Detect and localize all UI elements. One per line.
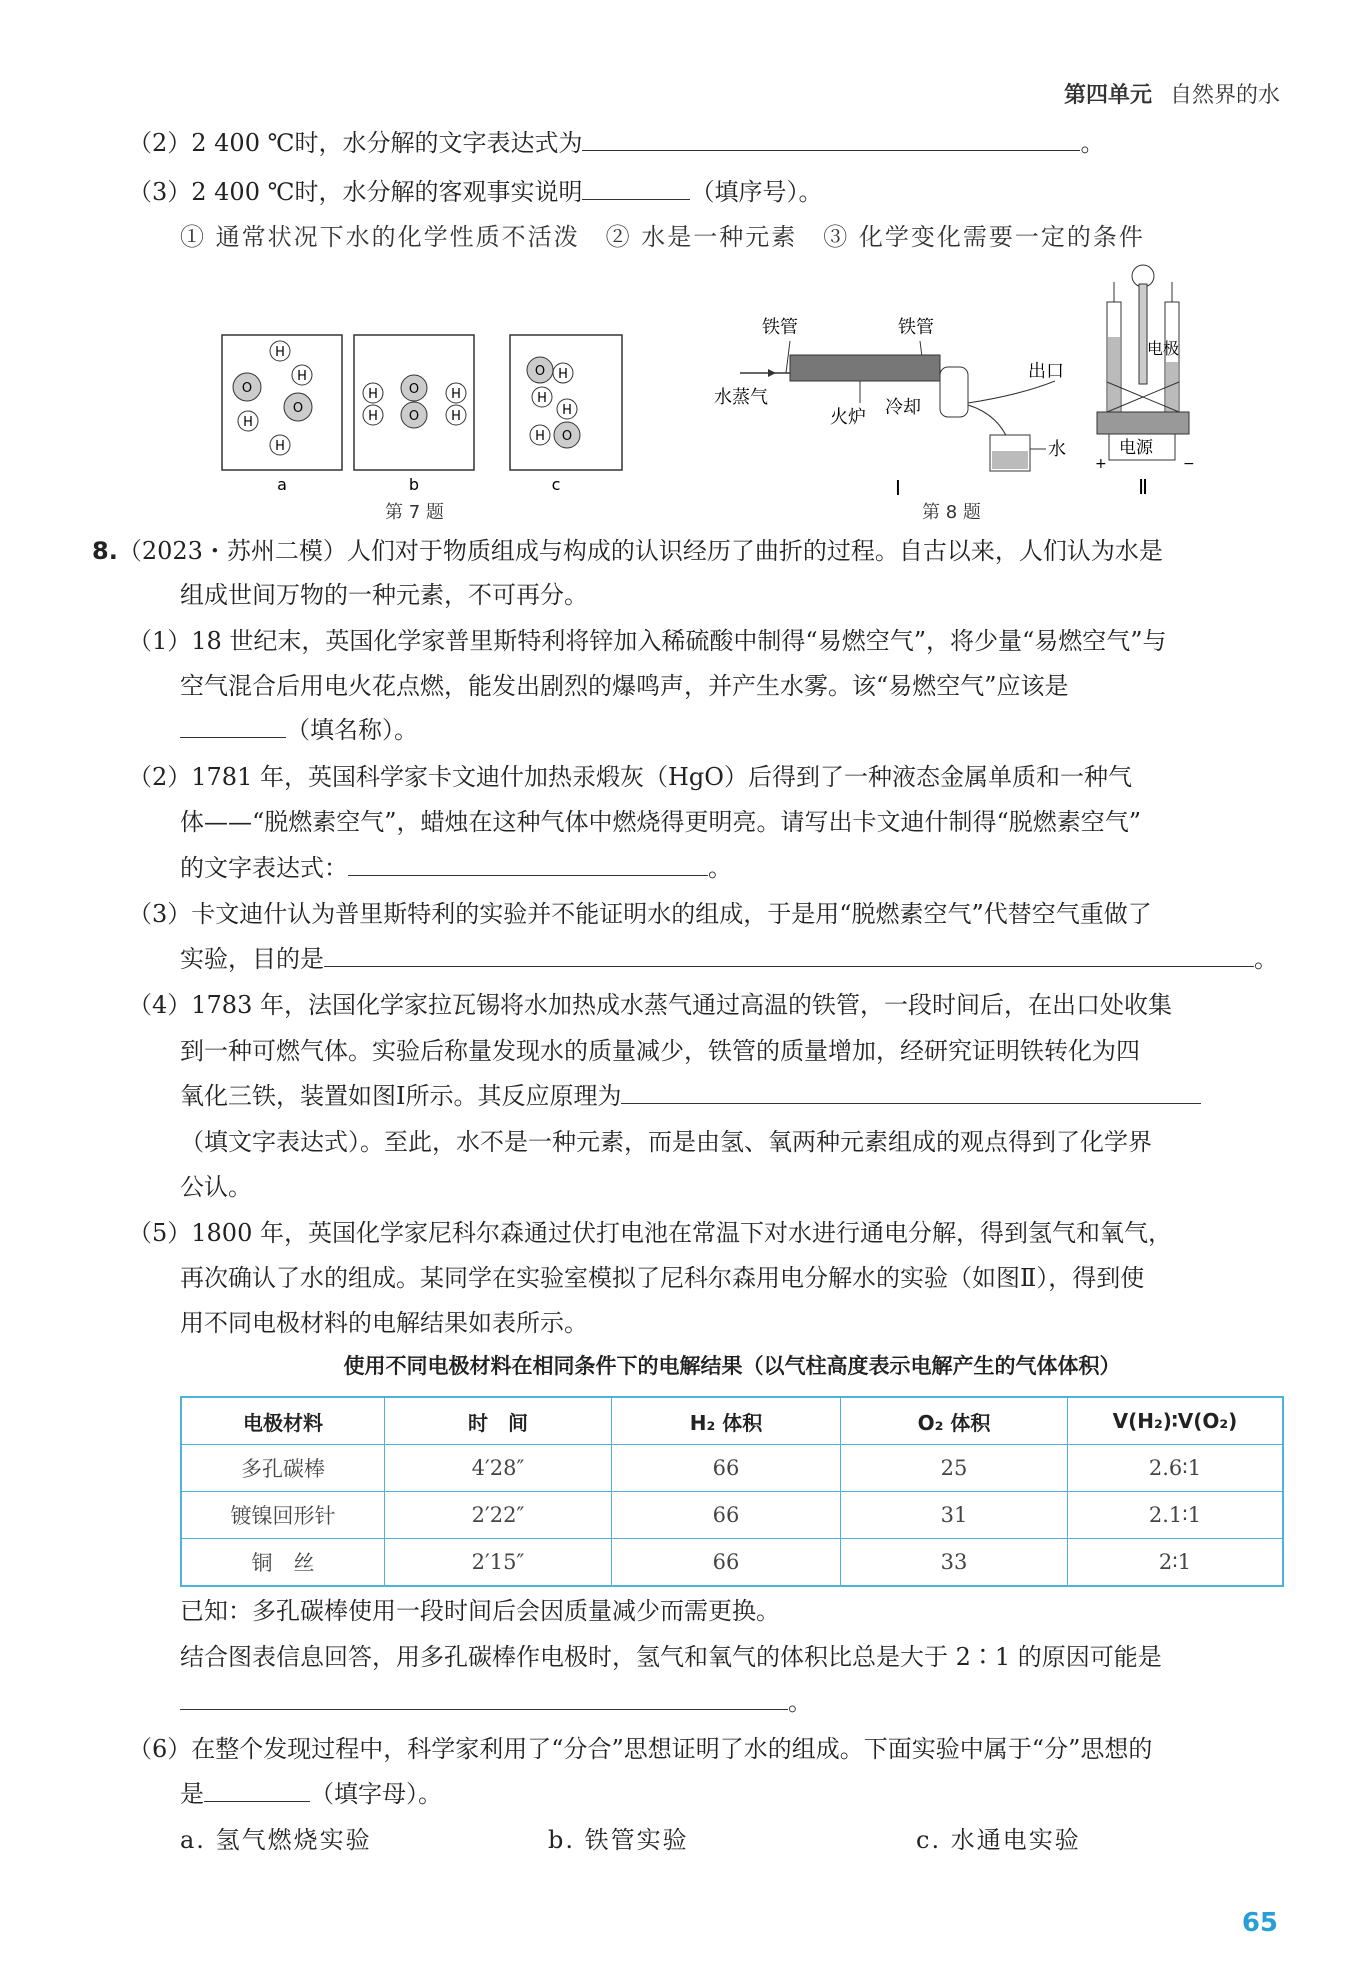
- table-cell: 2∶1: [1068, 1539, 1284, 1587]
- q8-p1-line2: 空气混合后用电火花点燃，能发出剧烈的爆鸣声，并产生水雾。该“易燃空气”应该是: [180, 672, 1069, 700]
- fig8-apparatus-II: [1085, 262, 1215, 507]
- svg-text:O: O: [408, 409, 420, 424]
- q8-p4-line4: （填文字表达式）。至此，水不是一种元素，而是由氢、氧两种元素组成的观点得到了化学界: [180, 1128, 1152, 1156]
- fig7-caption: 第 7 题: [385, 502, 444, 523]
- label-c: c: [551, 475, 561, 494]
- unit-label: 第四单元: [1063, 83, 1152, 108]
- svg-text:O: O: [241, 381, 253, 396]
- q8-p1-line3: （填名称）。: [180, 713, 418, 747]
- q7-options: ① 通常状况下水的化学性质不活泼 ② 水是一种元素 ③ 化学变化需要一定的条件: [180, 223, 1145, 251]
- page-header: [1064, 78, 1280, 109]
- furnace-label: 火炉: [830, 407, 866, 428]
- q8-p4-line3: 氧化三铁，装置如图Ⅰ所示。其反应原理为: [180, 1079, 1201, 1113]
- choice-b: b. 铁管实验: [548, 1826, 689, 1854]
- q8-p6-line1: （6）在整个发现过程中，科学家利用了“分合”思想证明了水的组成。下面实验中属于“分”思想的: [128, 1735, 1153, 1763]
- svg-text:H: H: [537, 391, 547, 406]
- iron-tube-label-1: 铁管: [762, 317, 798, 338]
- svg-text:O: O: [292, 401, 304, 416]
- svg-text:H: H: [368, 387, 378, 402]
- col-header: H₂ 体积: [612, 1397, 841, 1445]
- q8-p5-line2: 再次确认了水的组成。某同学在实验室模拟了尼科尔森用电分解水的实验（如图Ⅱ），得到使: [180, 1264, 1145, 1292]
- answer-blank[interactable]: [204, 1777, 310, 1802]
- fig-II-label: Ⅱ: [1138, 475, 1148, 499]
- table-row: [181, 1492, 1283, 1539]
- q8-p5-line1: （5）1800 年，英国化学家尼科尔森通过伏打电池在常温下对水进行通电分解，得到氢气和氧气，: [128, 1219, 1172, 1247]
- results-table: [180, 1396, 1284, 1587]
- svg-text:H: H: [243, 415, 253, 430]
- svg-text:H: H: [451, 387, 461, 402]
- svg-text:H: H: [558, 367, 568, 382]
- svg-text:H: H: [275, 345, 285, 360]
- answer-blank[interactable]: [582, 175, 690, 200]
- q8-p4-line1: （4）1783 年，法国化学家拉瓦锡将水加热成水蒸气通过高温的铁管，一段时间后，在出口处收集: [128, 991, 1172, 1019]
- cooling-label: 冷却: [885, 397, 921, 418]
- choice-c: c. 水通电实验: [916, 1826, 1081, 1854]
- q8-p6-line2: 是 （填字母）。: [180, 1777, 442, 1811]
- table-row: [181, 1539, 1283, 1587]
- svg-text:O: O: [408, 382, 420, 397]
- svg-text:H: H: [535, 429, 545, 444]
- minus-sign: −: [1183, 456, 1195, 472]
- water-label: 水: [1048, 439, 1066, 460]
- outlet-label: 出口: [1028, 361, 1064, 382]
- question-number: 8.: [92, 537, 118, 565]
- table-cell: 66: [612, 1539, 841, 1587]
- label-a: a: [277, 475, 287, 494]
- q8-p4-line5: 公认。: [180, 1173, 252, 1201]
- q8-p5-ask: 结合图表信息回答，用多孔碳棒作电极时，氢气和氧气的体积比总是大于 2∶1 的原因可能是: [180, 1643, 1162, 1671]
- table-cell: 66: [612, 1492, 841, 1539]
- q8-intro-1: 8.（2023・苏州二模）人们对于物质组成与构成的认识经历了曲折的过程。自古以来，人们认为水是: [92, 537, 1163, 565]
- table-cell: 镀镍回形针: [181, 1492, 385, 1539]
- table-cell: 铜 丝: [181, 1539, 385, 1587]
- answer-blank[interactable]: [582, 126, 1080, 151]
- col-header: V(H₂)∶V(O₂): [1068, 1397, 1284, 1445]
- answer-blank[interactable]: [180, 713, 286, 738]
- q8-p3-line2: 实验，目的是 。: [180, 942, 1278, 976]
- q8-p2-line2: 体——“脱燃素空气”，蜡烛在这种气体中燃烧得更明亮。请写出卡文迪什制得“脱燃素空气”: [180, 808, 1142, 836]
- known-note: 已知：多孔碳棒使用一段时间后会因质量减少而需更换。: [180, 1597, 780, 1625]
- answer-blank[interactable]: [348, 851, 708, 876]
- table-cell: 4′28″: [385, 1445, 612, 1492]
- table-row: [181, 1445, 1283, 1492]
- col-header: 时 间: [385, 1397, 612, 1445]
- iron-tube-label-2: 铁管: [898, 317, 934, 338]
- svg-text:H: H: [275, 439, 285, 454]
- q8-p5-line3: 用不同电极材料的电解结果如表所示。: [180, 1309, 588, 1337]
- table-cell: 多孔碳棒: [181, 1445, 385, 1492]
- table-header-row: [181, 1397, 1283, 1445]
- svg-text:H: H: [368, 409, 378, 424]
- power-label: 电源: [1119, 438, 1153, 458]
- q8-p2-line1: （2）1781 年，英国科学家卡文迪什加热汞煅灰（HgO）后得到了一种液态金属单质和一种气: [128, 763, 1132, 791]
- furnace-body: [790, 355, 940, 381]
- answer-blank[interactable]: [324, 942, 1254, 967]
- fig7-molecules: [210, 325, 630, 525]
- table-cell: 25: [841, 1445, 1068, 1492]
- table-cell: 2′15″: [385, 1539, 612, 1587]
- q7-part2: （2）2 400 ℃时，水分解的文字表达式为 。: [128, 126, 1104, 160]
- page-number: 65: [1241, 1908, 1278, 1938]
- svg-text:H: H: [562, 403, 572, 418]
- unit-title: 自然界的水: [1169, 83, 1280, 108]
- q8-p5-answer: 。: [180, 1685, 812, 1719]
- atoms: [233, 341, 580, 455]
- svg-text:O: O: [561, 429, 573, 444]
- plus-sign: +: [1095, 456, 1107, 472]
- center-tube: [1139, 284, 1147, 384]
- table-cell: 2.1∶1: [1068, 1492, 1284, 1539]
- q7-part3: （3）2 400 ℃时，水分解的客观事实说明 （填序号）。: [128, 175, 822, 209]
- svg-text:H: H: [451, 409, 461, 424]
- choice-a: a. 氢气燃烧实验: [180, 1826, 372, 1854]
- answer-blank[interactable]: [180, 1685, 788, 1710]
- svg-text:H: H: [297, 369, 307, 384]
- fig8-apparatus-I: [710, 305, 1100, 505]
- steam-label: 水蒸气: [714, 387, 768, 408]
- q8-p3-line1: （3）卡文迪什认为普里斯特利的实验并不能证明水的组成，于是用“脱燃素空气”代替空气重做了: [128, 900, 1152, 928]
- table-caption: 使用不同电极材料在相同条件下的电解结果（以气柱高度表示电解产生的气体体积）: [343, 1354, 1121, 1378]
- fig-I-label: Ⅰ: [895, 476, 901, 500]
- q8-intro-2: 组成世间万物的一种元素，不可再分。: [180, 581, 588, 609]
- q8-p1-line1: （1）18 世纪末，英国化学家普里斯特利将锌加入稀硫酸中制得“易燃空气”，将少量“易燃空气”与: [128, 627, 1167, 655]
- table-cell: 31: [841, 1492, 1068, 1539]
- label-b: b: [408, 475, 420, 494]
- q8-p2-line3: 的文字表达式： 。: [180, 851, 732, 885]
- q8-p4-line2: 到一种可燃气体。实验后称量发现水的质量减少，铁管的质量增加，经研究证明铁转化为四: [180, 1037, 1140, 1065]
- condenser: [940, 367, 968, 417]
- table-cell: 33: [841, 1539, 1068, 1587]
- electrode-label: 电极: [1147, 339, 1180, 358]
- svg-text:O: O: [534, 364, 546, 379]
- table-cell: 66: [612, 1445, 841, 1492]
- table-cell: 2.6∶1: [1068, 1445, 1284, 1492]
- answer-blank[interactable]: [621, 1079, 1201, 1104]
- col-header: 电极材料: [181, 1397, 385, 1445]
- fig8-caption: 第 8 题: [922, 502, 981, 523]
- table-cell: 2′22″: [385, 1492, 612, 1539]
- col-header: O₂ 体积: [841, 1397, 1068, 1445]
